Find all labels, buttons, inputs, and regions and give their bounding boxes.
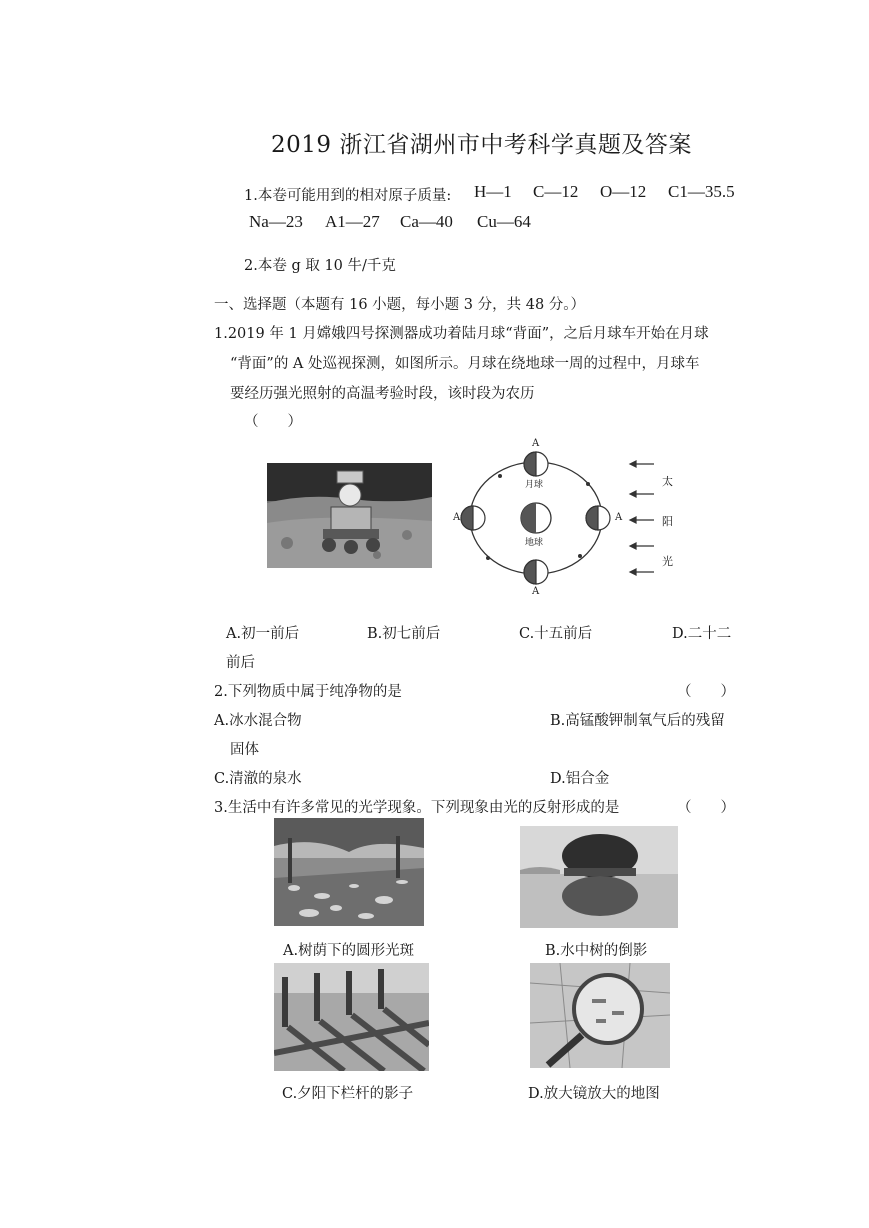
mass-al: A1—27 [325, 212, 380, 231]
q1-option-c: C.十五前后 [519, 626, 593, 642]
photo-magnifier-map [530, 963, 670, 1068]
page-title: 2019 浙江省湖州市中考科学真题及答案 [271, 132, 692, 158]
mass-o: O—12 [600, 182, 647, 201]
mass-c: C—12 [533, 182, 579, 201]
q3-stem: 3.生活中有许多常见的光学现象。下列现象由光的反射形成的是 [214, 800, 620, 816]
mass-h: H—1 [474, 182, 512, 201]
sunlight-char-1: 太 [662, 475, 673, 488]
q1-line-1: 1.2019 年 1 月嫦娥四号探测器成功着陆月球“背面”，之后月球车开始在月球 [214, 326, 709, 342]
q2-option-a: A.冰水混合物 [214, 713, 302, 729]
mass-ca: Ca—40 [400, 212, 453, 231]
q3-caption-b: B.水中树的倒影 [545, 943, 648, 959]
q2-option-d: D.铝合金 [550, 771, 610, 787]
q1-line-2: “背面”的 A 处巡视探测，如图所示。月球在绕地球一周的过程中，月球车 [230, 356, 700, 372]
q2-option-c: C.清澈的泉水 [214, 771, 302, 787]
q3-answer-bracket: （ ） [677, 800, 735, 816]
q2-stem: 2.下列物质中属于纯净物的是 [214, 684, 402, 700]
q2-option-b: B.高锰酸钾制氧气后的残留 [550, 713, 725, 729]
point-a-right: A [615, 512, 623, 523]
mass-na: Na—23 [249, 212, 303, 231]
q3-caption-a: A.树荫下的圆形光斑 [283, 943, 415, 959]
note-1 [244, 184, 451, 205]
photo-railing-shadows [274, 963, 429, 1071]
earth-label: 地球 [525, 538, 544, 548]
moon-label: 月球 [525, 480, 544, 490]
q1-option-d-wrap: 前后 [226, 655, 255, 671]
photo-tree-reflection [520, 826, 678, 928]
section-heading: 一、选择题（本题有 16 小题，每小题 3 分，共 48 分。） [214, 297, 586, 313]
q3-caption-d: D.放大镜放大的地图 [528, 1086, 660, 1102]
q1-option-a: A.初一前后 [226, 626, 300, 642]
mass-cl: C1—35.5 [668, 182, 735, 201]
q1-line-3: 要经历强光照射的高温考验时段，该时段为农历 [230, 386, 535, 402]
q1-option-b: B.初七前后 [367, 626, 441, 642]
q2-answer-bracket: （ ） [677, 684, 735, 700]
q2-option-b-wrap: 固体 [230, 742, 259, 758]
sunlight-char-3: 光 [662, 555, 673, 568]
photo-tree-shade-spots [274, 818, 424, 926]
point-a-left: A [453, 512, 461, 523]
q1-answer-bracket: （ ） [244, 414, 302, 430]
lunar-rover-photo [267, 463, 432, 568]
mass-cu: Cu—64 [477, 212, 531, 231]
q1-option-d: D.二十二 [672, 626, 732, 642]
note-2: 2.本卷 g 取 10 牛/千克 [244, 258, 396, 274]
sunlight-char-2: 阳 [662, 515, 673, 528]
note-1-prefix: 1.本卷可能用到的相对原子质量: [244, 188, 452, 204]
moon-orbit-diagram [440, 440, 700, 600]
q3-caption-c: C.夕阳下栏杆的影子 [282, 1086, 414, 1102]
point-a-top: A [532, 438, 540, 449]
point-a-bottom: A [532, 586, 540, 597]
